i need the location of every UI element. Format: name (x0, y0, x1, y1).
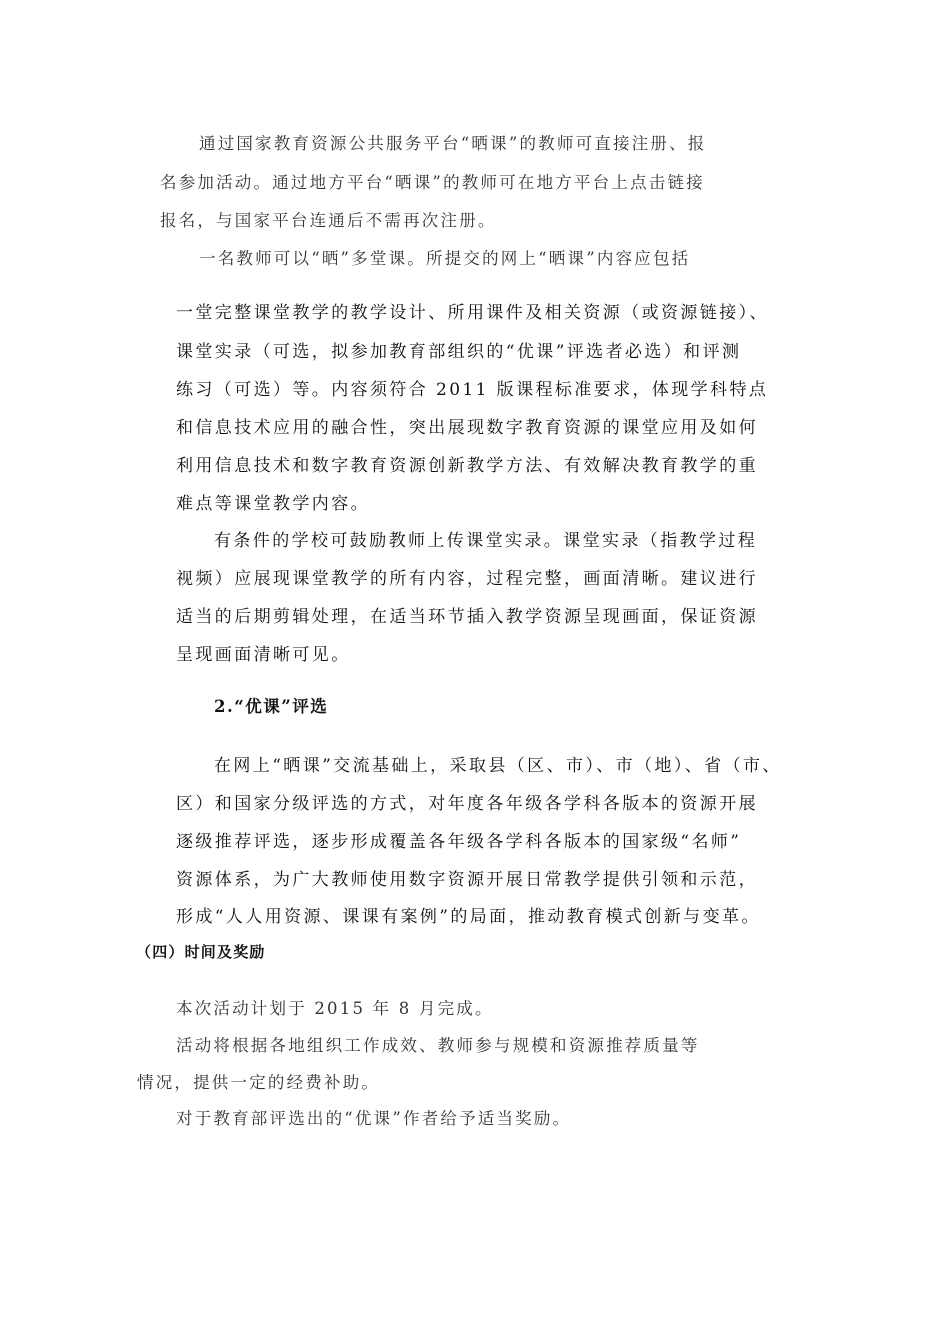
section-heading-youke: 2.“优课”评选 (214, 697, 329, 716)
paragraph-line: 利用信息技术和数字教育资源创新教学方法、有效解决教育教学的重 (176, 456, 758, 476)
paragraph-line: 通过国家教育资源公共服务平台“晒课”的教师可直接注册、报 (199, 134, 707, 153)
paragraph-line: 有条件的学校可鼓励教师上传课堂实录。课堂实录（指教学过程 (214, 531, 758, 551)
section-heading-time-reward: （四）时间及奖励 (136, 943, 266, 961)
paragraph-line: 活动将根据各地组织工作成效、教师参与规模和资源推荐质量等 (176, 1036, 700, 1055)
paragraph-line: 区）和国家分级评选的方式，对年度各年级各学科各版本的资源开展 (176, 794, 758, 814)
paragraph-line: 课堂实录（可选，拟参加教育部组织的“优课”评选者必选）和评测 (176, 342, 742, 362)
paragraph-line: 本次活动计划于 2015 年 8 月完成。 (176, 999, 494, 1018)
paragraph-line: 视频）应展现课堂教学的所有内容，过程完整，画面清晰。建议进行 (176, 569, 758, 589)
paragraph-line: 一名教师可以“晒”多堂课。所提交的网上“晒课”内容应包括 (199, 249, 691, 268)
paragraph-line: 适当的后期剪辑处理，在适当环节插入教学资源呈现画面，保证资源 (176, 607, 758, 627)
paragraph-line: 情况，提供一定的经费补助。 (137, 1073, 381, 1092)
paragraph-line: 报名，与国家平台连通后不需再次注册。 (160, 211, 497, 230)
paragraph-line: 一堂完整课堂教学的教学设计、所用课件及相关资源（或资源链接）、 (176, 303, 769, 323)
paragraph-line: 和信息技术应用的融合性，突出展现数字教育资源的课堂应用及如何 (176, 418, 758, 438)
paragraph-line: 在网上“晒课”交流基础上，采取县（区、市）、市（地）、省（市、 (214, 756, 782, 776)
paragraph-line: 名参加活动。通过地方平台“晒课”的教师可在地方平台上点击链接 (160, 173, 705, 192)
paragraph-line: 难点等课堂教学内容。 (176, 494, 370, 514)
paragraph-line: 资源体系，为广大教师使用数字资源开展日常教学提供引领和示范， (176, 870, 758, 890)
paragraph-line: 对于教育部评选出的“优课”作者给予适当奖励。 (176, 1109, 572, 1128)
paragraph-line: 逐级推荐评选，逐步形成覆盖各年级各学科各版本的国家级“名师” (176, 832, 742, 852)
paragraph-line: 练习（可选）等。内容须符合 2011 版课程标准要求，体现学科特点 (176, 380, 769, 400)
paragraph-line: 形成“人人用资源、课课有案例”的局面，推动教育模式创新与变革。 (176, 907, 761, 927)
paragraph-line: 呈现画面清晰可见。 (176, 645, 351, 665)
